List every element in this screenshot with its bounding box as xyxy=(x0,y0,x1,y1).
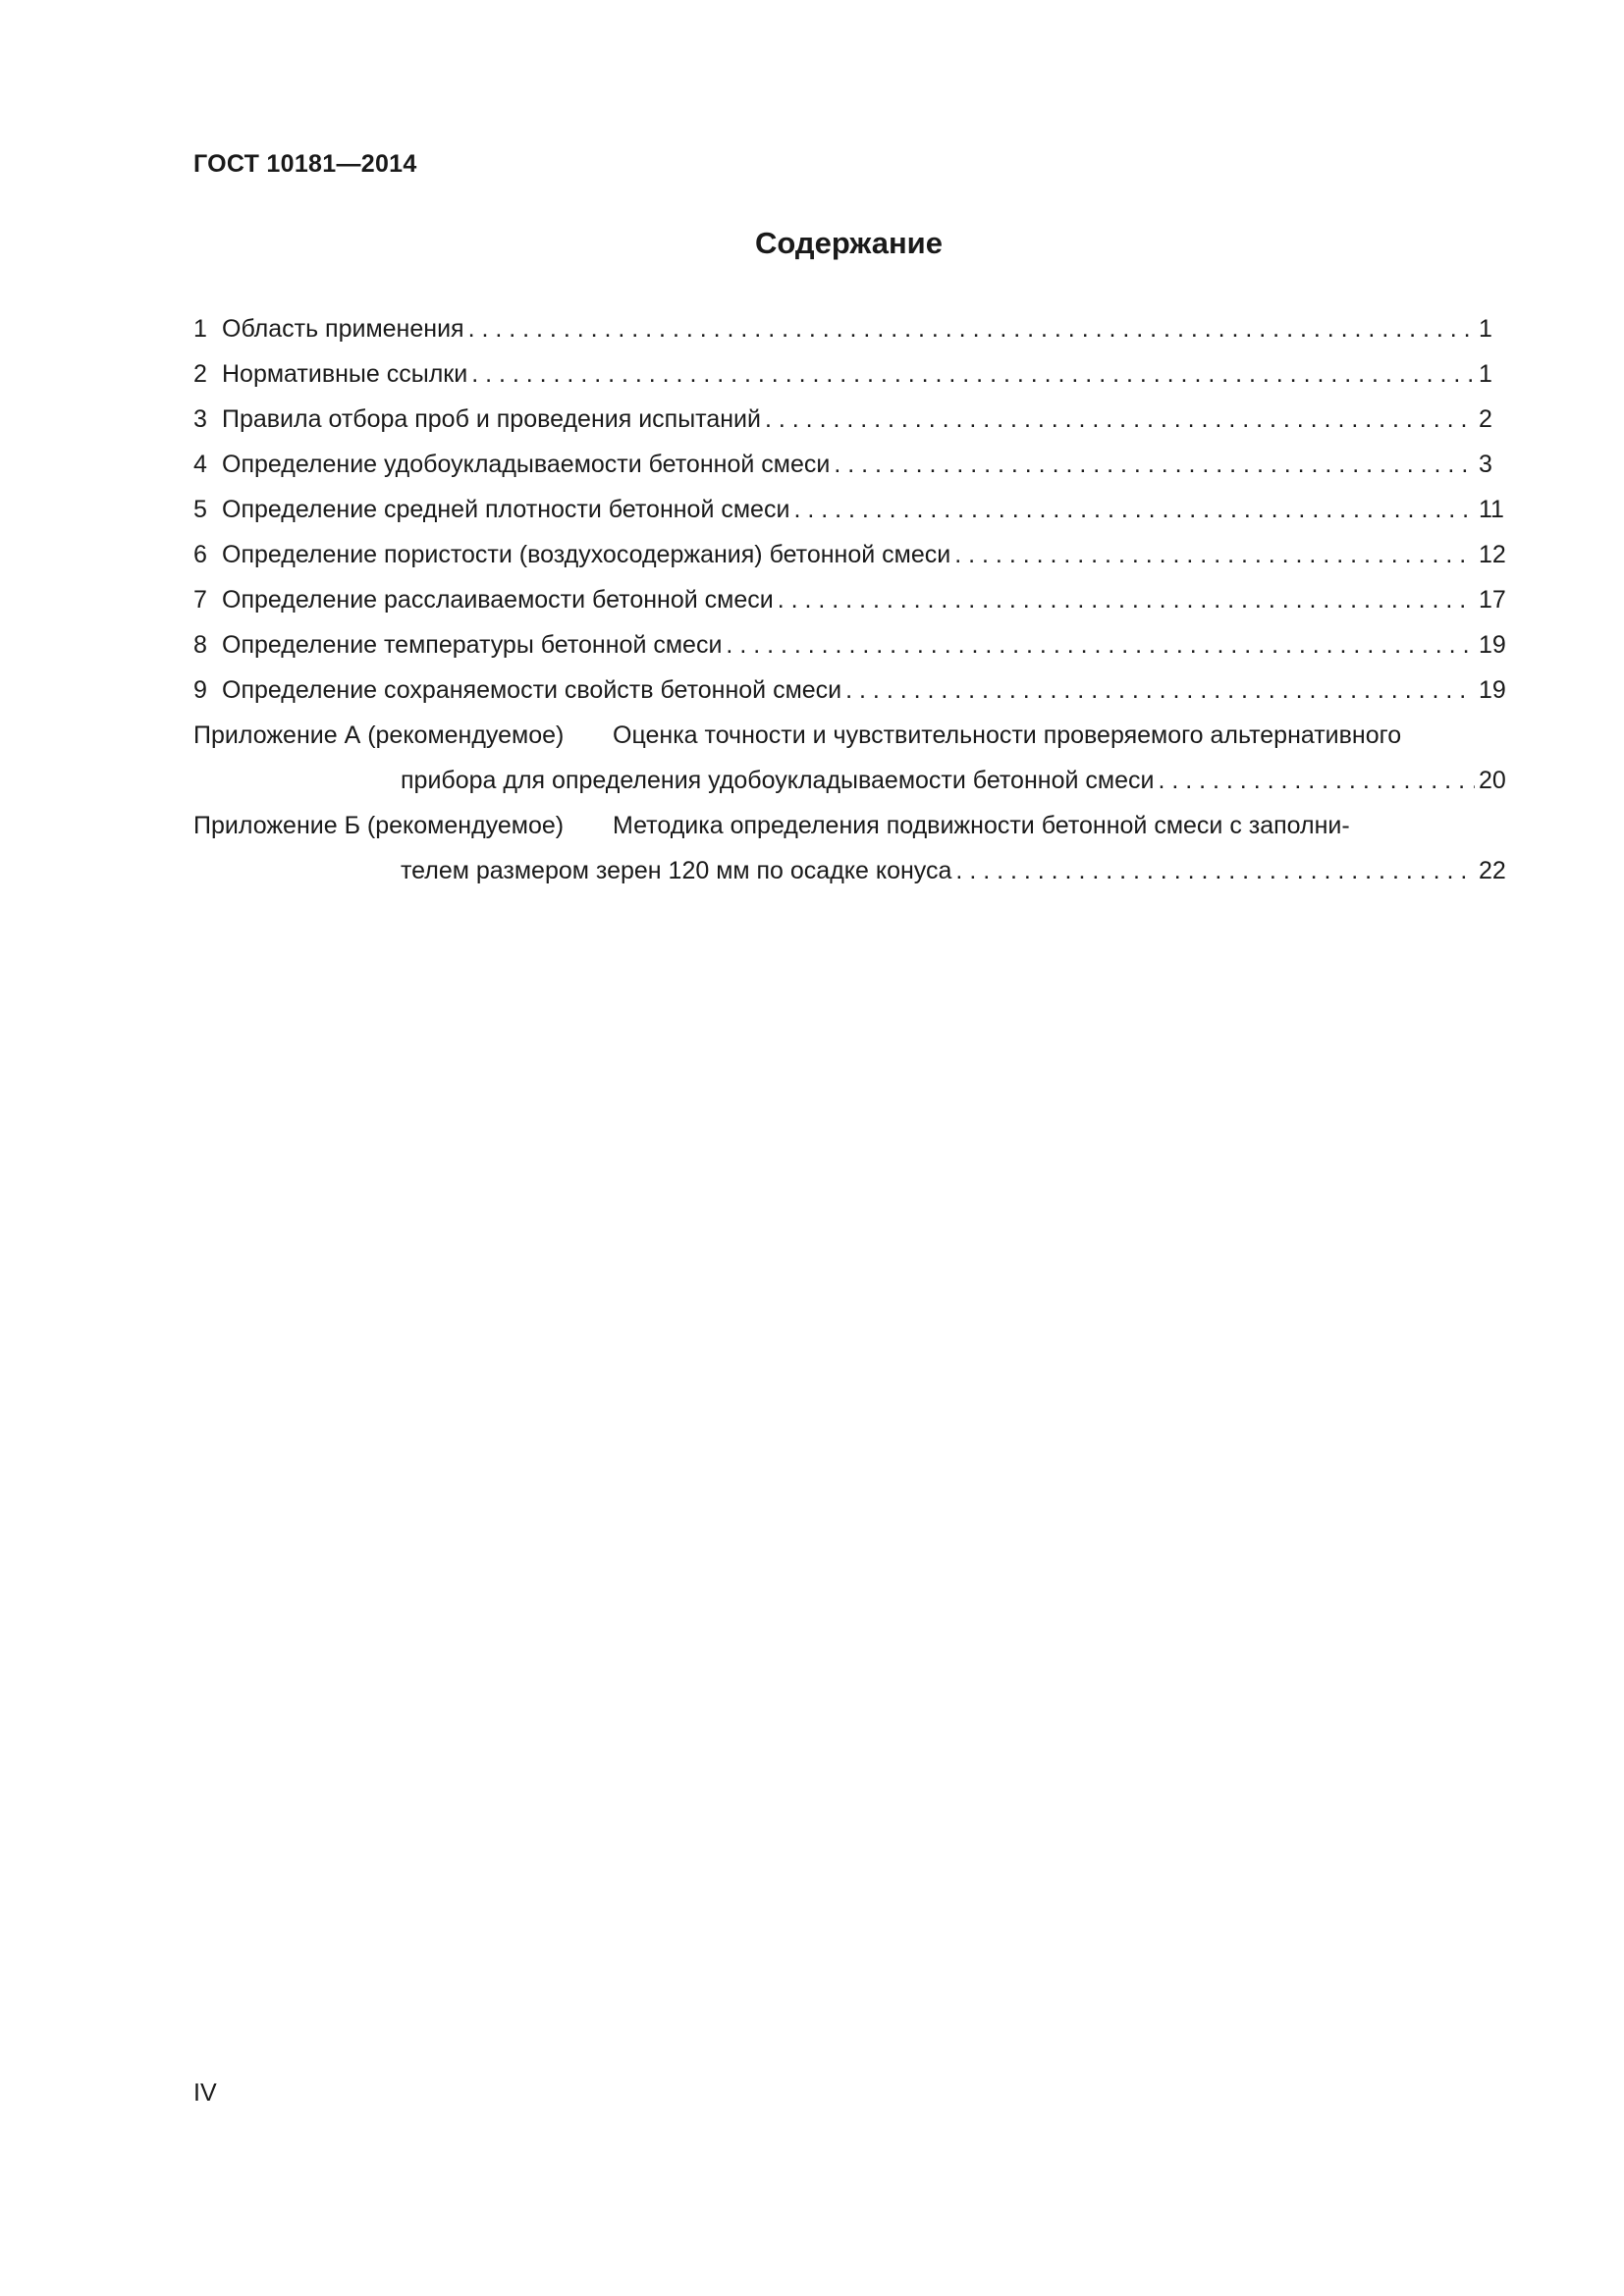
dot-leader xyxy=(468,306,1475,351)
toc-item-page: 3 xyxy=(1479,451,1492,478)
toc-appendix-a[interactable] xyxy=(193,713,1514,803)
dot-leader xyxy=(793,487,1475,532)
dot-leader xyxy=(471,351,1475,397)
toc-item-8[interactable] xyxy=(193,622,1514,667)
dot-leader xyxy=(778,577,1475,622)
toc-item-number: 4 xyxy=(193,451,207,478)
toc-item-text: Область применения xyxy=(222,315,464,343)
toc-item-3[interactable] xyxy=(193,397,1514,442)
toc-item-text: Правила отбора проб и проведения испытаний xyxy=(222,405,761,433)
toc-item-number: 1 xyxy=(193,315,207,343)
toc-item-page: 11 xyxy=(1479,496,1504,523)
toc-item-5[interactable] xyxy=(193,487,1514,532)
toc-item-page: 17 xyxy=(1479,586,1506,614)
toc-title: Содержание xyxy=(755,226,943,260)
toc-item-text: Определение средней плотности бетонной смеси xyxy=(222,496,790,523)
toc-item-page: 22 xyxy=(1479,857,1506,884)
dot-leader xyxy=(834,442,1475,487)
dot-leader xyxy=(845,667,1475,713)
toc-item-number: 8 xyxy=(193,631,207,659)
appendix-title-line-1: Методика определения подвижности бетонной смеси с заполни- xyxy=(613,812,1350,839)
page-number: IV xyxy=(193,2079,217,2107)
appendix-title-line-1: Оценка точности и чувствительности проверяемого альтернативного xyxy=(613,721,1402,749)
document-code: ГОСТ 10181—2014 xyxy=(193,150,417,178)
appendix-title-line-2: прибора для определения удобоукладываемости бетонной смеси xyxy=(401,767,1155,794)
toc-item-page: 20 xyxy=(1479,767,1506,794)
toc-item-text: Определение пористости (воздухосодержания) бетонной смеси xyxy=(222,541,951,568)
toc-appendix-b[interactable] xyxy=(193,803,1514,893)
toc-item-1[interactable] xyxy=(193,306,1514,351)
toc-item-number: 3 xyxy=(193,405,207,433)
toc-item-page: 19 xyxy=(1479,631,1506,659)
dot-leader xyxy=(1158,758,1475,803)
toc-item-7[interactable] xyxy=(193,577,1514,622)
toc-item-6[interactable] xyxy=(193,532,1514,577)
toc-item-page: 19 xyxy=(1479,676,1506,704)
appendix-label: Приложение А (рекомендуемое) xyxy=(193,721,565,749)
toc-item-page: 1 xyxy=(1479,360,1492,388)
toc-item-2[interactable] xyxy=(193,351,1514,397)
toc-item-page: 1 xyxy=(1479,315,1492,343)
toc-item-9[interactable] xyxy=(193,667,1514,713)
toc-item-number: 5 xyxy=(193,496,207,523)
toc-item-page: 12 xyxy=(1479,541,1506,568)
dot-leader xyxy=(765,397,1475,442)
toc-item-number: 2 xyxy=(193,360,207,388)
dot-leader xyxy=(726,622,1475,667)
toc-item-number: 6 xyxy=(193,541,207,568)
toc-item-text: Определение удобоукладываемости бетонной смеси xyxy=(222,451,831,478)
toc-item-text: Определение температуры бетонной смеси xyxy=(222,631,723,659)
toc-item-text: Определение расслаиваемости бетонной смеси xyxy=(222,586,774,614)
toc-item-number: 7 xyxy=(193,586,207,614)
toc-item-number: 9 xyxy=(193,676,207,704)
toc-item-text: Нормативные ссылки xyxy=(222,360,468,388)
toc-item-text: Определение сохраняемости свойств бетонной смеси xyxy=(222,676,842,704)
appendix-label: Приложение Б (рекомендуемое) xyxy=(193,812,565,839)
toc-item-4[interactable] xyxy=(193,442,1514,487)
dot-leader xyxy=(955,848,1475,893)
toc-item-page: 2 xyxy=(1479,405,1492,433)
dot-leader xyxy=(954,532,1475,577)
table-of-contents xyxy=(193,306,1514,893)
appendix-title-line-2: телем размером зерен 120 мм по осадке конуса xyxy=(401,857,952,884)
